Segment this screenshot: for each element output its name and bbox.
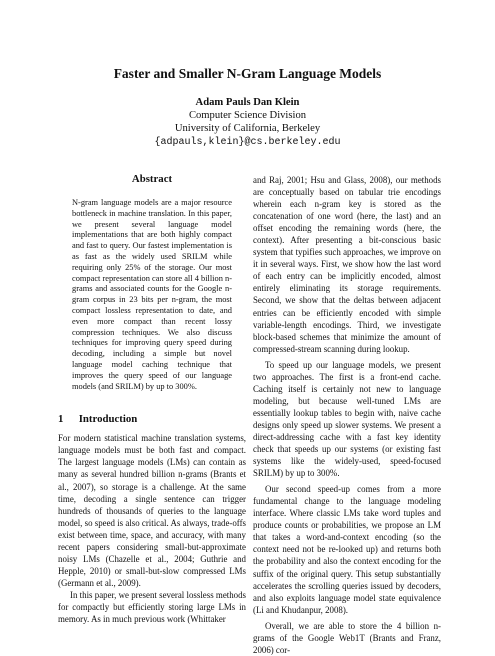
- intro-paragraph-1: For modern statistical machine translation systems, language models must be both fast and compact. The largest language models (LMs) can contain as many as several hundred billion n-grams (Brants et al., 2007), so storage is a challenge. At the same time, decoding a single sentence can trigger hundreds of thousands of queries to the language model, so speed is also critical. As always, trade-offs exist between time, space, and accuracy, with many recent papers considering small-but-approximate noisy LMs (Chazelle et al., 2004; Guthrie and Hepple, 2010) or small-but-slow compressed LMs (Germann et al., 2009).: [58, 433, 246, 588]
- abstract-text: N-gram language models are a major resource bottleneck in machine translation. In this paper, we present several language model implementations that are both highly compact and fast to query. Our fastest implementation is as fast as the widely used SRILM while requiring only 25% of the storage. Our most compact representation can store all 4 billion n-grams and associated counts for the Google n-gram corpus in 23 bits per n-gram, the most compact lossless representation to date, and even more compact than recent lossy compression techniques. We also discuss techniques for improving query speed during decoding, including a simple but novel language model caching technique that improves the query speed of our language models (and SRILM) by up to 300%.: [72, 198, 232, 391]
- section-heading-introduction: [58, 412, 246, 426]
- paper-title: Faster and Smaller N-Gram Language Models: [113, 66, 382, 81]
- right-paragraph-2: To speed up our language models, we present two approaches. The first is a front-end cache. Caching itself is certainly not new to language modeling, but because well-tuned LMs are essentially lookup tables to begin with, naive cache designs only speed up slower systems. We present a direct-addressing cache with a fast key identity check that speeds up our systems (or existing fast systems like the widely-used, speed-focused SRILM) by up to 300%.: [253, 359, 441, 479]
- right-paragraph-4: Overall, we are able to store the 4 billion n-grams of the Google Web1T (Brants and Franz, 2006) cor-: [253, 620, 441, 655]
- section-number: 1: [58, 413, 64, 426]
- section-title: Introduction: [78, 413, 138, 426]
- intro-paragraph-2: In this paper, we present several lossless methods for compactly but efficiently storing large LMs in memory. As in much previous work (Whittaker: [58, 589, 246, 625]
- abstract-heading: Abstract: [131, 173, 173, 185]
- author-department: Computer Science Division: [188, 110, 307, 122]
- author-email: {adpauls,klein}@cs.berkeley.edu: [154, 136, 341, 148]
- right-column: [253, 174, 441, 656]
- left-column: [58, 172, 246, 625]
- author-names: Adam Pauls Dan Klein: [195, 97, 300, 108]
- author-block: [0, 96, 495, 149]
- right-paragraph-3: Our second speed-up comes from a more fundamental change to the language modeling interface. Where classic LMs take word tuples and produce counts or probabilities, we propose an LM that takes a word-and-context encoding (so the context need not be re-looked up) and returns both the probability and also the context encoding for the suffix of the original query. This setup substantially accelerates the scrolling queries issued by decoders, and also exploits language model state equivalence (Li and Khudanpur, 2008).: [253, 484, 441, 615]
- right-paragraph-1: and Raj, 2001; Hsu and Glass, 2008), our methods are conceptually based on tabular trie encodings wherein each n-gram key is stored as the concatenation of one word (here, the last) and an offset encoding the remaining words (here, the context). After presenting a bit-conscious basic system that typifies such approaches, we improve on it in several ways. First, we show how the last word of each entry can be implicitly encoded, almost entirely eliminating its storage requirements. Second, we show that the deltas between adjacent entries can be efficiently encoded with simple variable-length encodings. Third, we investigate block-based schemes that minimize the amount of compressed-stream scanning during lookup.: [253, 175, 441, 354]
- author-university: University of California, Berkeley: [174, 123, 321, 135]
